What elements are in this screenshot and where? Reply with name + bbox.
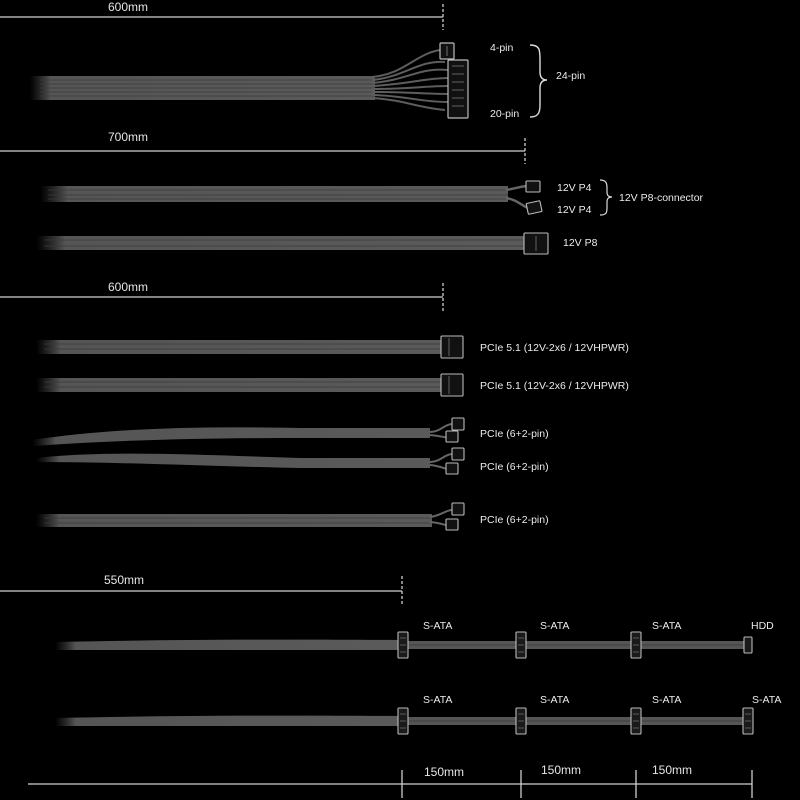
brace-24pin-icon (530, 45, 547, 117)
label-20pin: 20-pin (490, 108, 520, 120)
dimension-line-600mm-top (0, 4, 443, 30)
label-pcie-6plus2-2: PCIe (6+2-pin) (480, 461, 549, 473)
label-12v-p4-top: 12V P4 (557, 182, 592, 194)
dim-label-sata-gap-3: 150mm (652, 763, 693, 777)
pcie-12vhpwr-cable-1 (36, 336, 463, 358)
dim-label-sata-gap-1: 150mm (424, 765, 465, 779)
pcie-6plus2-daisy-chain-cable (32, 418, 464, 474)
label-24pin: 24-pin (556, 70, 586, 82)
label-sata-2-2: S-ATA (540, 694, 570, 706)
pcie-6plus2-single-cable (36, 503, 464, 530)
dimension-line-550mm (0, 576, 402, 604)
label-sata-2-4: S-ATA (752, 694, 782, 706)
label-pcie-6plus2-1: PCIe (6+2-pin) (480, 428, 549, 440)
label-sata-2-3: S-ATA (652, 694, 682, 706)
label-sata-1-3: S-ATA (652, 620, 682, 632)
sata-cable-1 (55, 632, 752, 658)
label-12v-p8: 12V P8 (563, 237, 598, 249)
label-12v-p4-bottom: 12V P4 (557, 204, 592, 216)
dimension-line-600mm-pcie (0, 283, 443, 311)
label-sata-1-1: S-ATA (423, 620, 453, 632)
brace-p8-connector-icon (600, 180, 612, 215)
label-pcie-12vhpwr-2: PCIe 5.1 (12V-2x6 / 12VHPWR) (480, 380, 629, 392)
sata-cable-2 (55, 708, 753, 734)
label-pcie-12vhpwr-1: PCIe 5.1 (12V-2x6 / 12VHPWR) (480, 342, 629, 354)
dimension-line-sata-spacing (28, 770, 752, 798)
label-sata-1-2: S-ATA (540, 620, 570, 632)
dim-label-main-600mm: 600mm (108, 0, 149, 14)
pcie-12vhpwr-cable-2 (36, 374, 463, 396)
cpu-p8-cable (36, 233, 548, 254)
dim-label-sata-gap-2: 150mm (541, 763, 582, 777)
dim-label-sata-550mm: 550mm (104, 573, 145, 587)
label-pcie-6plus2-3: PCIe (6+2-pin) (480, 514, 549, 526)
dim-label-pcie-600mm: 600mm (108, 280, 149, 294)
label-hdd: HDD (751, 620, 774, 632)
label-sata-2-1: S-ATA (423, 694, 453, 706)
atx-24pin-cable (30, 43, 468, 118)
cpu-p4-split-cable (40, 181, 542, 214)
label-12v-p8-connector: 12V P8-connector (619, 192, 704, 204)
dim-label-cpu-700mm: 700mm (108, 130, 149, 144)
dimension-line-700mm (0, 138, 525, 164)
label-4pin: 4-pin (490, 42, 514, 54)
